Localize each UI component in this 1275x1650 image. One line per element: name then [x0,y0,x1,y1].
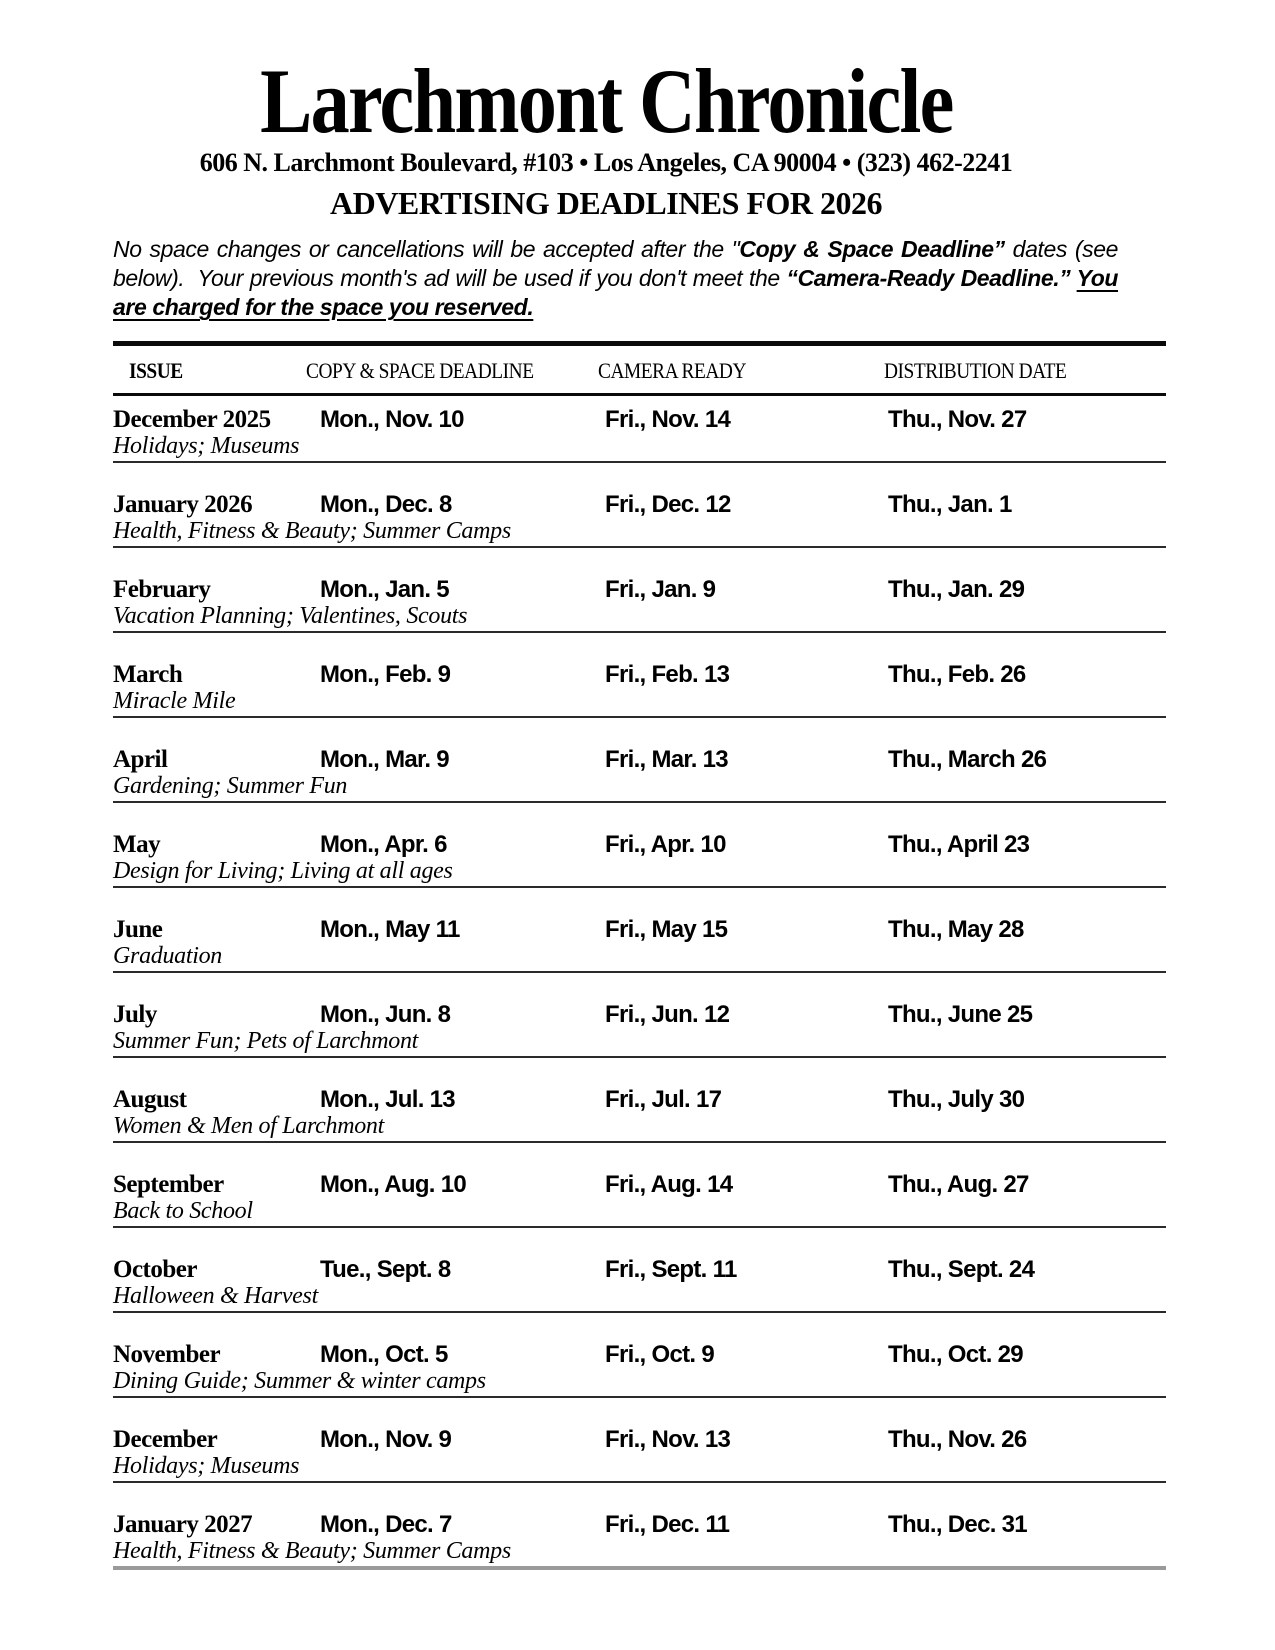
camera-ready-date: Fri., Oct. 9 [605,1341,714,1368]
copy-space-date: Mon., Feb. 9 [320,661,451,688]
intro-text: No space changes or cancellations will be accepted after the " [113,236,740,262]
camera-ready-date: Fri., Sept. 11 [605,1256,737,1283]
camera-ready-date: Fri., Apr. 10 [605,831,726,858]
copy-space-date: Mon., Apr. 6 [320,831,447,858]
issue-name: September [113,1171,224,1198]
table-row [113,463,1166,548]
issue-name: November [113,1341,221,1368]
column-header-distribution-date [884,358,1166,384]
distribution-date: Thu., Nov. 27 [888,406,1027,433]
column-header-distribution-label: DISTRIBUTION DATE [884,358,1067,383]
distribution-date: Thu., March 26 [888,746,1047,773]
distribution-date: Thu., May 28 [888,916,1024,943]
issue-name: December 2025 [113,406,271,433]
copy-space-date: Mon., Nov. 10 [320,406,464,433]
issue-theme: Miracle Mile [113,688,236,714]
issue-name: January 2026 [113,491,253,518]
issue-theme: Graduation [113,943,223,969]
camera-ready-date: Fri., Jan. 9 [605,576,716,603]
camera-ready-date: Fri., Mar. 13 [605,746,728,773]
issue-name: December [113,1426,218,1453]
issue-theme: Holidays; Museums [113,1453,300,1479]
issue-theme: Summer Fun; Pets of Larchmont [113,1028,419,1054]
issue-name: October [113,1256,197,1283]
table-row [113,718,1166,803]
copy-space-date: Mon., Aug. 10 [320,1171,467,1198]
table-row [113,1143,1166,1228]
camera-ready-date: Fri., May 15 [605,916,728,943]
table-row [113,396,1166,463]
copy-space-date: Mon., Dec. 8 [320,491,452,518]
table-row [113,803,1166,888]
table-row [113,973,1166,1058]
camera-ready-date: Fri., Nov. 14 [605,406,731,433]
deadlines-table [113,341,1166,1570]
column-header-camera-ready [598,358,888,384]
distribution-date: Thu., July 30 [888,1086,1025,1113]
issue-theme: Dining Guide; Summer & winter camps [113,1368,486,1394]
table-header-row [113,341,1166,396]
distribution-date: Thu., Aug. 27 [888,1171,1029,1198]
issue-theme: Gardening; Summer Fun [113,773,348,799]
table-row [113,1313,1166,1398]
page-subtitle: ADVERTISING DEADLINES FOR 2026 [330,185,882,221]
distribution-date: Thu., Jan. 1 [888,491,1012,518]
issue-name: May [113,831,161,858]
copy-space-deadline-emphasis: Copy & Space Deadline” [739,236,1005,262]
issue-name: July [113,1001,157,1028]
issue-name: August [113,1086,187,1113]
copy-space-date: Tue., Sept. 8 [320,1256,451,1283]
table-row [113,1058,1166,1143]
table-row [113,1483,1166,1570]
copy-space-date: Mon., Mar. 9 [320,746,449,773]
camera-ready-date: Fri., Aug. 14 [605,1171,733,1198]
masthead-title: Larchmont Chronicle [259,50,953,152]
copy-space-date: Mon., May 11 [320,916,460,943]
camera-ready-deadline-emphasis: “Camera-Ready Deadline.” [786,265,1077,291]
issue-name: January 2027 [113,1511,253,1538]
copy-space-date: Mon., Nov. 9 [320,1426,452,1453]
copy-space-date: Mon., Oct. 5 [320,1341,448,1368]
masthead [113,50,1099,222]
camera-ready-date: Fri., Dec. 12 [605,491,731,518]
distribution-date: Thu., Feb. 26 [888,661,1026,688]
charged-warning-underlined: You are charged for the space you reserved. [113,265,1118,320]
masthead-address: 606 N. Larchmont Boulevard, #103 • Los Angeles, CA 90004 • (323) 462-2241 [199,148,1013,177]
table-row [113,1398,1166,1483]
distribution-date: Thu., Oct. 29 [888,1341,1023,1368]
distribution-date: Thu., Dec. 31 [888,1511,1027,1538]
distribution-date: Thu., Nov. 26 [888,1426,1027,1453]
intro-paragraph [113,235,1118,322]
distribution-date: Thu., June 25 [888,1001,1033,1028]
camera-ready-date: Fri., Jul. 17 [605,1086,722,1113]
column-header-issue-label: ISSUE [129,358,183,383]
camera-ready-date: Fri., Feb. 13 [605,661,730,688]
column-header-copy-space-label: COPY & SPACE DEADLINE [306,358,534,383]
camera-ready-date: Fri., Jun. 12 [605,1001,730,1028]
copy-space-date: Mon., Dec. 7 [320,1511,452,1538]
issue-name: June [113,916,163,943]
issue-theme: Health, Fitness & Beauty; Summer Camps [113,518,511,544]
column-header-issue [113,358,320,384]
column-header-camera-ready-label: CAMERA READY [598,358,747,383]
issue-theme: Back to School [113,1198,253,1224]
copy-space-date: Mon., Jan. 5 [320,576,449,603]
camera-ready-date: Fri., Nov. 13 [605,1426,731,1453]
issue-theme: Health, Fitness & Beauty; Summer Camps [113,1538,511,1564]
column-header-copy-space-deadline [306,358,605,384]
distribution-date: Thu., Sept. 24 [888,1256,1035,1283]
issue-name: February [113,576,211,603]
issue-theme: Halloween & Harvest [113,1283,318,1309]
copy-space-date: Mon., Jun. 8 [320,1001,451,1028]
copy-space-date: Mon., Jul. 13 [320,1086,455,1113]
issue-theme: Vacation Planning; Valentines, Scouts [113,603,468,629]
distribution-date: Thu., April 23 [888,831,1030,858]
distribution-date: Thu., Jan. 29 [888,576,1025,603]
issue-theme: Holidays; Museums [113,433,300,459]
camera-ready-date: Fri., Dec. 11 [605,1511,730,1538]
table-row [113,548,1166,633]
intro-text: dates (see below). Your previous month's ad will be used if you don't meet the [113,236,1118,291]
issue-name: April [113,746,168,773]
table-row [113,888,1166,973]
table-row [113,1228,1166,1313]
table-row [113,633,1166,718]
issue-theme: Women & Men of Larchmont [113,1113,385,1139]
issue-name: March [113,661,183,688]
issue-theme: Design for Living; Living at all ages [113,858,453,884]
